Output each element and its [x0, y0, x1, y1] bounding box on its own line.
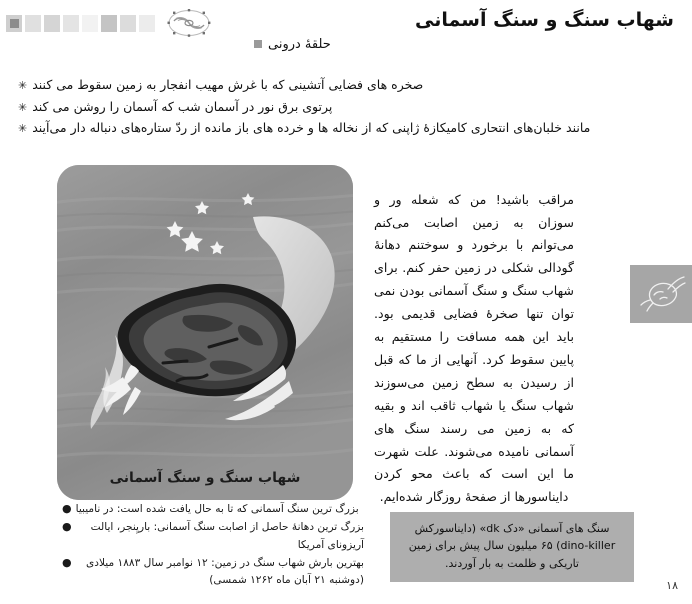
subtitle-square-icon — [254, 40, 262, 48]
header-decoration — [6, 6, 213, 40]
intro-list-item — [18, 96, 674, 118]
dot-bullet-icon: ● — [62, 502, 72, 516]
fact-list-item — [62, 555, 364, 589]
figure-caption: شهاب سنگ و سنگ آسمانی — [109, 470, 301, 486]
intro-item-text: پرتوی برق نور در آسمان شب که آسمان را روشن می کند — [32, 98, 333, 114]
info-box-text: سنگ های آسمانی «دک dk» (دایناسورکش dino-killer) ۶۵ میلیون سال پیش برای زمین تاریکی و ظلمت به بار آوردند. — [408, 521, 616, 571]
swatch-3 — [101, 15, 117, 32]
spiral-galaxy-icon — [165, 6, 213, 40]
fact-list-item — [62, 501, 364, 518]
dot-bullet-icon: ● — [62, 520, 72, 534]
intro-list-item — [18, 74, 674, 96]
side-tab[interactable] — [630, 265, 692, 323]
intro-bullet-list — [18, 74, 674, 139]
body-paragraph: مراقب باشید! من که شعله ور و سوزان به زمین اصابت می‌کنم می‌توانم با برخورد و سوختنم دهانهٔ گودالی شکلی در زمین حفر کنم. برای شهاب سنگ و سنگ آسمانی بودن نمی توان تنها صخرهٔ فضایی قدیمی بود. باید این همه مسافت را مستقیم به پایین سقوط کرد. آنهایی از ما که قبل از رسیدن به سطح زمین می‌سوزند شهاب سنگ یا شهاب ثاقب اند و بقیه که به زمین می رسند سنگ های آسمانی نامیده می‌شوند. علت شهرت ما این است که باعث محو کردن دایناسورها از صفحهٔ روزگار شده‌ایم. — [374, 191, 574, 505]
swatch-8 — [6, 15, 22, 32]
subtitle-row — [254, 37, 674, 52]
swatch-2 — [120, 15, 136, 32]
meteor-illustration — [57, 165, 353, 500]
fact-text: بهترین بارش شهاب سنگ در زمین: ۱۲ نوامبر سال ۱۸۸۳ میلادی (دوشنبه ۲۱ آبان ماه ۱۲۶۲ شمسی) — [85, 556, 364, 586]
swatch-1 — [139, 15, 155, 32]
fact-text: بزرگ ترین سنگ آسمانی که تا به حال یافت شده است: در نامیبیا — [75, 503, 359, 516]
fact-list-item — [62, 519, 364, 553]
star-bullet-icon: ✳ — [18, 79, 28, 92]
intro-item-text: صخره های فضایی آتشینی که با غرش مهیب انفجار به زمین سقوط می کنند — [32, 77, 424, 92]
info-box — [390, 512, 634, 582]
page-title: شهاب سنگ و سنگ آسمانی — [415, 9, 674, 31]
facts-list — [62, 501, 364, 590]
swatch-5 — [63, 15, 79, 32]
swatch-7 — [25, 15, 41, 32]
star-bullet-icon: ✳ — [18, 122, 28, 135]
title-block — [254, 8, 674, 52]
page-number: ۱۸ — [666, 579, 678, 592]
swatch-6 — [44, 15, 60, 32]
color-swatch-strip — [6, 15, 155, 32]
intro-item-text: مانند خلبان‌های انتحاری کامیکازهٔ ژاپنی که از نخاله ها و خرده های باز مانده از ردّ ستاره‌های دنباله دار می‌آیند — [32, 120, 591, 135]
intro-list-item — [18, 117, 674, 139]
star-bullet-icon: ✳ — [18, 100, 28, 114]
swatch-4 — [82, 15, 98, 32]
fact-text: بزرگ ترین دهانهٔ حاصل از اصابت سنگ آسمانی: باریِنجر، ایالت آریزونای آمریکا — [90, 521, 364, 551]
page-subtitle: حلقهٔ درونی — [268, 36, 331, 52]
dot-bullet-icon: ● — [62, 555, 72, 569]
meteor-outline-icon — [630, 265, 692, 323]
